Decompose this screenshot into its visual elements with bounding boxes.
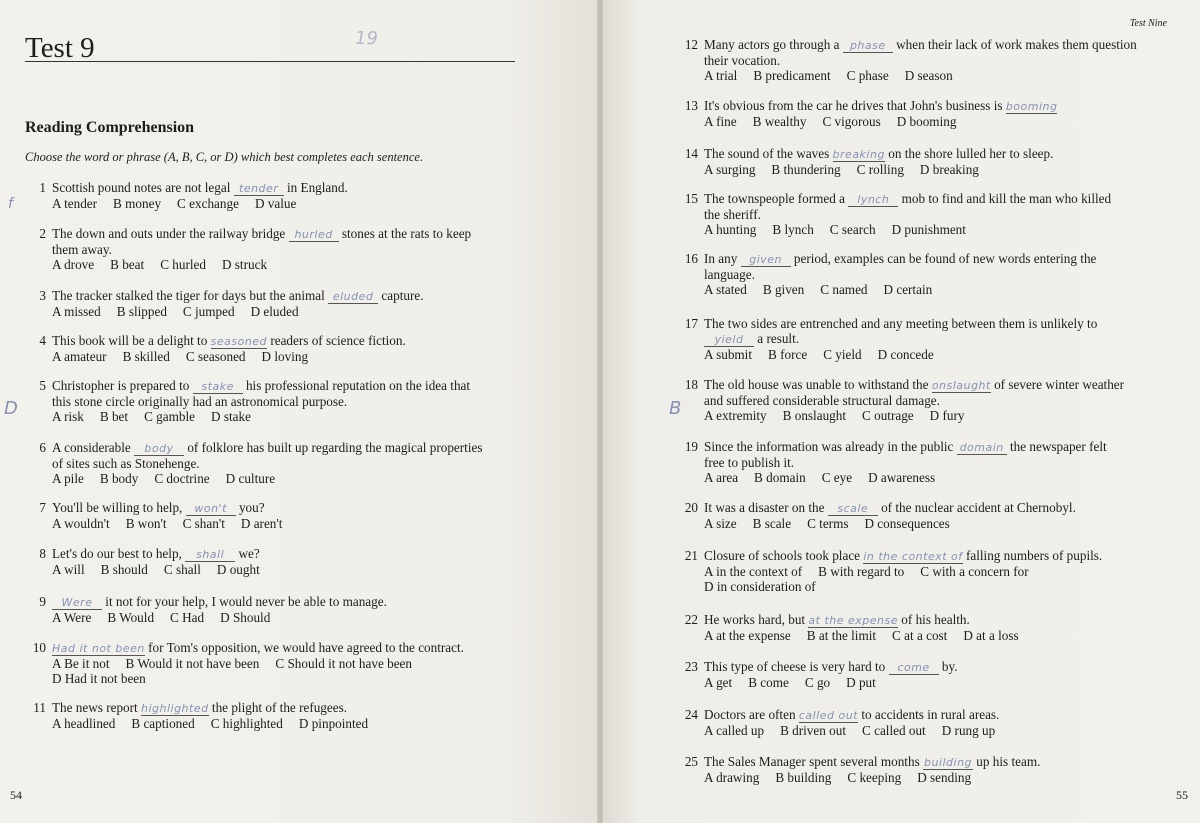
- answer-options: [52, 716, 384, 731]
- answer-blank[interactable]: [704, 332, 754, 347]
- handwritten-answer: body: [144, 442, 174, 455]
- answer-option[interactable]: B skilled: [122, 349, 170, 364]
- answer-option[interactable]: A drove: [52, 257, 95, 272]
- answer-option[interactable]: C outrage: [862, 408, 914, 423]
- answer-option[interactable]: D at a loss: [963, 628, 1019, 643]
- answer-option[interactable]: D sending: [917, 770, 972, 785]
- answer-option[interactable]: D value: [254, 196, 297, 211]
- answer-option[interactable]: B money: [113, 196, 162, 211]
- question-stem-start: It was a disaster on the: [704, 500, 825, 515]
- answer-option[interactable]: D awareness: [868, 470, 936, 485]
- answer-option[interactable]: B captioned: [131, 716, 195, 731]
- answer-option[interactable]: A headlined: [52, 716, 116, 731]
- answer-option[interactable]: A hunting: [704, 222, 757, 237]
- answer-blank[interactable]: [799, 708, 858, 723]
- answer-option[interactable]: A called up: [704, 723, 765, 738]
- handwritten-answer: phase: [849, 39, 886, 52]
- answer-options: [52, 610, 387, 625]
- answer-option[interactable]: A risk: [52, 409, 84, 424]
- question-stem-continued: them away.: [52, 242, 112, 257]
- question-stem-end: mob to find and kill the man who killed: [901, 191, 1112, 206]
- answer-option[interactable]: D booming: [896, 114, 957, 129]
- question-number: 3: [39, 288, 46, 303]
- question-stem-end: by.: [941, 659, 958, 674]
- answer-option[interactable]: A tender: [52, 196, 98, 211]
- answer-blank[interactable]: [193, 379, 243, 394]
- answer-option[interactable]: B lynch: [772, 222, 814, 237]
- answer-option[interactable]: B force: [768, 347, 808, 362]
- question-stem-start: Christopher is prepared to: [52, 378, 190, 393]
- question-stem-start: The Sales Manager spent several months: [704, 754, 920, 769]
- answer-option[interactable]: C at a cost: [892, 628, 948, 643]
- answer-option[interactable]: B predicament: [753, 68, 831, 83]
- answer-blank[interactable]: [932, 378, 991, 393]
- answer-options: [704, 162, 1053, 177]
- answer-option[interactable]: C vigorous: [822, 114, 881, 129]
- question-number: 19: [684, 439, 698, 454]
- question-stem-start: You'll be willing to help,: [52, 500, 183, 515]
- answer-option[interactable]: A will: [52, 562, 85, 577]
- question-number: 6: [39, 440, 46, 455]
- answer-option[interactable]: B thundering: [771, 162, 841, 177]
- question-stem-continued: free to publish it.: [704, 455, 795, 470]
- question-stem-start: In any: [704, 251, 738, 266]
- answer-option[interactable]: C jumped: [182, 304, 235, 319]
- section-title: Reading Comprehension: [25, 119, 195, 136]
- answer-option[interactable]: B won't: [125, 516, 167, 531]
- answer-blank[interactable]: [52, 595, 102, 610]
- answer-option[interactable]: A fine: [704, 114, 737, 129]
- answer-option[interactable]: D eluded: [250, 304, 299, 319]
- question-stem-start: The tracker stalked the tiger for days but the animal: [52, 288, 325, 303]
- handwritten-answer: given: [749, 253, 783, 266]
- question-stem-continued: the sheriff.: [704, 207, 761, 222]
- title-rule: [25, 61, 515, 62]
- question-stem-end: the plight of the refugees.: [211, 700, 348, 715]
- handwritten-answer: lynch: [857, 193, 890, 206]
- question-stem-start: Closure of schools took place: [704, 548, 861, 563]
- answer-options: [704, 222, 1111, 237]
- answer-option[interactable]: C gamble: [144, 409, 196, 424]
- answer-option[interactable]: D struck: [221, 257, 268, 272]
- question-stem-continued: language.: [704, 267, 755, 282]
- answer-blank[interactable]: [923, 755, 973, 770]
- handwritten-answer: stake: [201, 380, 234, 393]
- question-number: 2: [39, 226, 46, 241]
- answer-option[interactable]: A Be it not: [52, 656, 110, 671]
- answer-option[interactable]: B given: [762, 282, 805, 297]
- question-stem-end: when their lack of work makes them question: [896, 37, 1137, 52]
- instructions: Choose the word or phrase (A, B, C, or D) which best completes each sentence.: [25, 150, 424, 164]
- question-number: 24: [684, 707, 698, 722]
- answer-blank[interactable]: [328, 289, 378, 304]
- answer-blank[interactable]: [186, 501, 236, 516]
- answer-blank[interactable]: [848, 192, 898, 207]
- answer-option[interactable]: B come: [748, 675, 789, 690]
- answer-blank[interactable]: [889, 660, 939, 675]
- margin-note-b: B: [669, 398, 682, 419]
- handwritten-answer: Were: [61, 596, 93, 609]
- question-stem-continued: this stone circle originally had an astronomical purpose.: [52, 394, 348, 409]
- answer-options: [52, 562, 276, 577]
- handwritten-answer: highlighted: [140, 702, 209, 715]
- question-stem-start: The sound of the waves: [704, 146, 830, 161]
- answer-option[interactable]: D concede: [877, 347, 934, 362]
- answer-option[interactable]: A missed: [52, 304, 101, 319]
- question-stem-continued: their vocation.: [704, 53, 781, 68]
- question-stem-start: The news report: [52, 700, 138, 715]
- question-stem-end: up his team.: [976, 754, 1041, 769]
- answer-options: [704, 516, 1076, 531]
- answer-option[interactable]: A stated: [704, 282, 747, 297]
- answer-option[interactable]: B scale: [752, 516, 792, 531]
- answer-option[interactable]: C highlighted: [210, 716, 283, 731]
- answer-option[interactable]: A drawing: [704, 770, 760, 785]
- question-stem-end: on the shore lulled her to sleep.: [888, 146, 1054, 161]
- answer-options: [52, 516, 298, 531]
- answer-option[interactable]: B domain: [754, 470, 806, 485]
- handwritten-answer: seasoned: [210, 335, 268, 348]
- handwritten-answer: building: [923, 756, 973, 769]
- answer-option[interactable]: B onslaught: [782, 408, 847, 423]
- handwritten-answer: yield: [714, 333, 744, 346]
- question-stem-end: period, examples can be found of new words entering the: [793, 251, 1097, 266]
- answer-option[interactable]: D loving: [261, 349, 309, 364]
- answer-option[interactable]: D consequences: [864, 516, 950, 531]
- answer-option[interactable]: C eye: [821, 470, 853, 485]
- answer-option[interactable]: A amateur: [52, 349, 107, 364]
- question-stem-end: the newspaper felt: [1009, 439, 1107, 454]
- answer-blank[interactable]: [211, 334, 267, 349]
- answer-options: [52, 304, 424, 319]
- answer-option[interactable]: D season: [904, 68, 953, 83]
- question-stem-end: falling numbers of pupils.: [965, 548, 1103, 563]
- answer-options: [704, 675, 958, 690]
- handwritten-answer: won't: [194, 502, 227, 515]
- answer-option[interactable]: D punishment: [891, 222, 966, 237]
- answer-options: [704, 282, 1096, 297]
- handwritten-answer: onslaught: [931, 379, 991, 392]
- answer-option[interactable]: A wouldn't: [52, 516, 110, 531]
- answer-option[interactable]: C go: [804, 675, 831, 690]
- answer-options: [704, 408, 1124, 423]
- answer-option[interactable]: C Had: [170, 610, 205, 625]
- margin-note-d: D: [4, 398, 18, 419]
- question-stem-start: The old house was unable to withstand the: [704, 377, 929, 392]
- answer-option[interactable]: C phase: [846, 68, 889, 83]
- question-stem-start: Many actors go through a: [704, 37, 840, 52]
- question-number: 22: [684, 612, 698, 627]
- test-title: Test 9: [25, 32, 95, 64]
- answer-option[interactable]: A extremity: [704, 408, 767, 423]
- question-stem-end: of severe winter weather: [994, 377, 1125, 392]
- answer-option[interactable]: B bet: [99, 409, 129, 424]
- handwritten-answer: eluded: [332, 290, 374, 303]
- answer-option[interactable]: D culture: [225, 471, 276, 486]
- answer-option[interactable]: A in the context of: [704, 564, 803, 579]
- page-number-left: 54: [10, 788, 22, 802]
- answer-blank[interactable]: [808, 613, 898, 628]
- answer-option[interactable]: A size: [704, 516, 737, 531]
- answer-options: [52, 656, 464, 671]
- answer-blank[interactable]: [741, 252, 791, 267]
- answer-option[interactable]: C rolling: [856, 162, 904, 177]
- answer-option[interactable]: B wealthy: [752, 114, 807, 129]
- question-stem-end: capture.: [381, 288, 424, 303]
- question-stem-end: it not for your help, I would never be able to manage.: [105, 594, 387, 609]
- answer-option[interactable]: C Should it not have been: [275, 656, 412, 671]
- answer-blank[interactable]: [234, 181, 284, 196]
- answer-options: [52, 257, 471, 272]
- question-stem-end: of his health.: [901, 612, 970, 627]
- answer-options: [704, 770, 1040, 785]
- answer-options: [704, 114, 1057, 129]
- handwritten-answer: called out: [798, 709, 859, 722]
- answer-option[interactable]: C search: [829, 222, 876, 237]
- question-stem-start: The two sides are entrenched and any meeting between them is unlikely to: [704, 316, 1098, 331]
- question-number: 14: [684, 146, 698, 161]
- margin-note-f: f: [8, 196, 13, 212]
- question-number: 9: [39, 594, 46, 609]
- answer-option[interactable]: D in consideration of: [704, 579, 816, 594]
- answer-option[interactable]: B slipped: [116, 304, 167, 319]
- answer-options: [52, 349, 406, 364]
- handwritten-answer: scale: [837, 502, 869, 515]
- question-number: 7: [39, 500, 46, 515]
- answer-blank[interactable]: [863, 549, 962, 564]
- question-number: 5: [39, 378, 46, 393]
- question-stem-end: to accidents in rural areas.: [861, 707, 1000, 722]
- answer-option[interactable]: C terms: [807, 516, 849, 531]
- answer-option[interactable]: D aren't: [240, 516, 283, 531]
- question-number: 11: [33, 700, 46, 715]
- question-stem-continued: of sites such as Stonehenge.: [52, 456, 200, 471]
- question-stem-start: The townspeople formed a: [704, 191, 845, 206]
- answer-option[interactable]: D Should: [220, 610, 271, 625]
- answer-options: [704, 470, 1107, 485]
- answer-option[interactable]: B driven out: [780, 723, 846, 738]
- answer-option[interactable]: D Had it not been: [52, 671, 146, 686]
- answer-option[interactable]: D put: [846, 675, 876, 690]
- answer-options: [704, 723, 1011, 738]
- answer-option[interactable]: D rung up: [941, 723, 996, 738]
- answer-option[interactable]: C hurled: [160, 257, 206, 272]
- answer-options: [704, 68, 1137, 83]
- question-stem-start: A considerable: [52, 440, 131, 455]
- answer-option[interactable]: C seasoned: [185, 349, 246, 364]
- answer-blank[interactable]: [1006, 99, 1058, 114]
- answer-option[interactable]: D pinpointed: [298, 716, 369, 731]
- question-number: 10: [32, 640, 46, 655]
- answer-option[interactable]: D fury: [929, 408, 965, 423]
- answer-option[interactable]: B Would: [107, 610, 155, 625]
- question-number: 20: [684, 500, 698, 515]
- answer-option[interactable]: D ought: [216, 562, 260, 577]
- answer-option[interactable]: A area: [704, 470, 739, 485]
- answer-options: [704, 628, 1035, 643]
- question-stem-start: Let's do our best to help,: [52, 546, 182, 561]
- question-stem-end: of folklore has built up regarding the magical properties: [187, 440, 483, 455]
- answer-option[interactable]: B Would it not have been: [125, 656, 260, 671]
- question-stem-end: stones at the rats to keep: [341, 226, 472, 241]
- handwritten-answer: domain: [959, 441, 1004, 454]
- answer-blank[interactable]: [52, 641, 145, 656]
- answer-option[interactable]: D stake: [211, 409, 251, 424]
- question-number: 4: [39, 333, 46, 348]
- answer-option[interactable]: C keeping: [847, 770, 902, 785]
- handwritten-answer: booming: [1005, 100, 1058, 113]
- question-stem-start: Doctors are often: [704, 707, 796, 722]
- question-stem-end: for Tom's opposition, we would have agreed to the contract.: [148, 640, 464, 655]
- answer-blank[interactable]: [289, 227, 339, 242]
- answer-blank[interactable]: [957, 440, 1007, 455]
- answer-option[interactable]: C named: [820, 282, 868, 297]
- answer-option[interactable]: B body: [99, 471, 139, 486]
- question-number: 18: [684, 377, 698, 392]
- handwritten-answer: at the expense: [808, 614, 898, 627]
- question-stem-continued: and suffered considerable structural damage.: [704, 393, 940, 408]
- answer-options: [52, 471, 483, 486]
- handwritten-answer: tender: [239, 182, 279, 195]
- question-stem-start: Scottish pound notes are not legal: [52, 180, 231, 195]
- question-stem-end: in England.: [286, 180, 348, 195]
- question-stem-end: you?: [238, 500, 265, 515]
- answer-option[interactable]: A at the expense: [704, 628, 791, 643]
- question-number: 25: [684, 754, 698, 769]
- answer-option[interactable]: B with regard to: [818, 564, 905, 579]
- answer-options: [704, 564, 1102, 579]
- question-number: 16: [684, 251, 698, 266]
- answer-option[interactable]: A pile: [52, 471, 84, 486]
- question-stem-end: his professional reputation on the idea that: [245, 378, 471, 393]
- question-stem-end: of the nuclear accident at Chernobyl.: [881, 500, 1076, 515]
- answer-option[interactable]: C yield: [823, 347, 862, 362]
- answer-option[interactable]: C shall: [163, 562, 201, 577]
- question-stem-start: Since the information was already in the public: [704, 439, 954, 454]
- answer-blank[interactable]: [141, 701, 209, 716]
- handwritten-answer: come: [897, 661, 930, 674]
- answer-option[interactable]: C doctrine: [154, 471, 210, 486]
- answer-option[interactable]: A trial: [704, 68, 738, 83]
- answer-option[interactable]: B building: [775, 770, 832, 785]
- handwritten-answer: Had it not been: [52, 642, 145, 655]
- running-head: Test Nine: [1129, 18, 1167, 29]
- handwritten-answer: breaking: [832, 148, 885, 161]
- question-stem-end: readers of science fiction.: [270, 333, 406, 348]
- answer-options: [52, 196, 348, 211]
- question-stem-start: The down and outs under the railway bridge: [52, 226, 286, 241]
- answer-options-continued: [52, 671, 464, 686]
- question-number: 13: [684, 98, 698, 113]
- answer-option[interactable]: B beat: [110, 257, 145, 272]
- question-stem-start: He works hard, but: [704, 612, 806, 627]
- question-stem-end: a result.: [757, 331, 800, 346]
- answer-option[interactable]: C called out: [862, 723, 926, 738]
- answer-option[interactable]: D breaking: [919, 162, 979, 177]
- answer-options: [52, 409, 470, 424]
- question-number: 1: [39, 180, 46, 195]
- answer-option[interactable]: A submit: [704, 347, 752, 362]
- question-stem-start: This book will be a delight to: [52, 333, 208, 348]
- answer-option[interactable]: A surging: [704, 162, 756, 177]
- answer-blank[interactable]: [828, 501, 878, 516]
- question-stem-start: This type of cheese is very hard to: [704, 659, 886, 674]
- question-number: 17: [684, 316, 698, 331]
- question-stem-start: It's obvious from the car he drives that John's business is: [704, 98, 1003, 113]
- question-stem-end: we?: [238, 546, 260, 561]
- handwritten-answer: shall: [196, 548, 225, 561]
- page-number-right: 55: [1176, 788, 1188, 802]
- question-number: 12: [684, 37, 698, 52]
- answer-option[interactable]: B at the limit: [806, 628, 877, 643]
- answer-options: [704, 347, 1097, 362]
- answer-blank[interactable]: [833, 147, 885, 162]
- question-number: 23: [684, 659, 698, 674]
- question-number: 8: [39, 546, 46, 561]
- answer-option[interactable]: C exchange: [177, 196, 239, 211]
- answer-blank[interactable]: [134, 441, 184, 456]
- answer-option[interactable]: B should: [100, 562, 148, 577]
- pencil-mark: 19: [355, 28, 378, 49]
- answer-option[interactable]: C shan't: [182, 516, 225, 531]
- answer-option[interactable]: D certain: [883, 282, 933, 297]
- handwritten-answer: hurled: [294, 228, 333, 241]
- handwritten-answer: in the context of: [863, 550, 963, 563]
- answer-option[interactable]: A get: [704, 675, 733, 690]
- question-number: 21: [684, 548, 698, 563]
- answer-option[interactable]: A Were: [52, 610, 92, 625]
- question-number: 15: [684, 191, 698, 206]
- answer-blank[interactable]: [185, 547, 235, 562]
- answer-options-continued: [704, 579, 1102, 594]
- answer-option[interactable]: C with a concern for: [920, 564, 1029, 579]
- answer-blank[interactable]: [843, 38, 893, 53]
